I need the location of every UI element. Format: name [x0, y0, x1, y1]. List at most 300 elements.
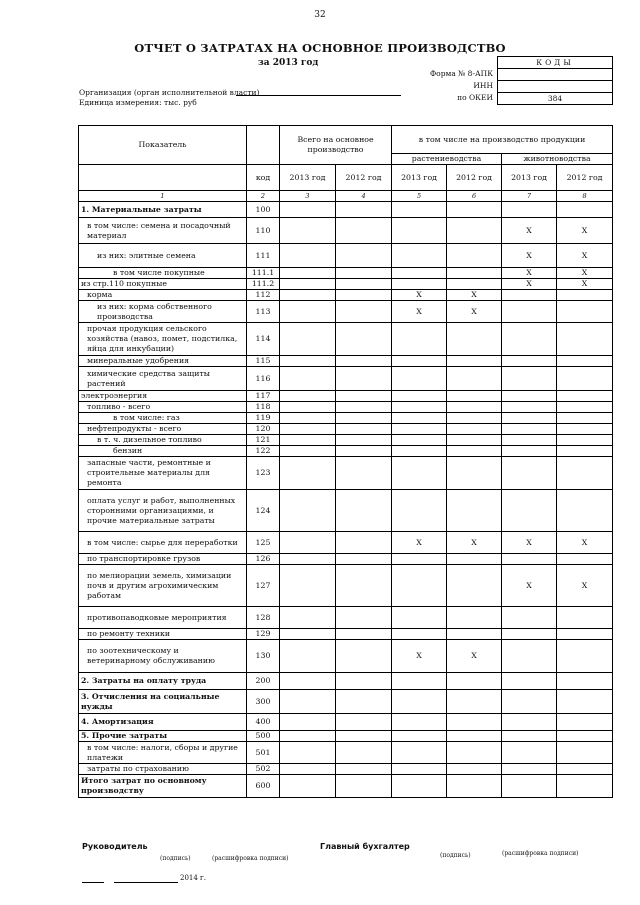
row-code: 400 — [247, 714, 280, 731]
value-cell — [280, 268, 336, 279]
row-label: Итого затрат по основному производству — [79, 775, 247, 798]
value-cell — [557, 742, 613, 764]
value-cell — [557, 764, 613, 775]
value-cell — [557, 367, 613, 391]
value-cell — [280, 323, 336, 356]
value-cell — [392, 402, 447, 413]
value-cell — [392, 391, 447, 402]
value-cell — [336, 731, 392, 742]
value-cell — [280, 356, 336, 367]
table-row — [79, 446, 613, 457]
row-code: 120 — [247, 424, 280, 435]
value-cell — [502, 742, 557, 764]
value-cell — [557, 554, 613, 565]
value-cell — [557, 607, 613, 629]
value-cell — [447, 268, 502, 279]
header-year: 2012 год — [336, 165, 392, 191]
table-row — [79, 323, 613, 356]
row-code: 112 — [247, 290, 280, 301]
value-cell: X — [392, 301, 447, 323]
value-cell: X — [557, 244, 613, 268]
value-cell — [336, 490, 392, 532]
table-row — [79, 775, 613, 798]
value-cell — [280, 673, 336, 690]
table-row — [79, 301, 613, 323]
value-cell — [280, 640, 336, 673]
value-cell — [336, 413, 392, 424]
value-cell — [447, 775, 502, 798]
row-code: 126 — [247, 554, 280, 565]
table-row — [79, 629, 613, 640]
value-cell: X — [502, 279, 557, 290]
value-cell — [392, 742, 447, 764]
form-code-cell — [498, 69, 612, 81]
value-cell — [447, 424, 502, 435]
value-cell — [557, 629, 613, 640]
table-row — [79, 690, 613, 714]
okei-label: по ОКЕИ — [457, 93, 493, 102]
head-label: Руководитель — [82, 842, 148, 851]
row-label: 3. Отчисления на социальные нужды — [79, 690, 247, 714]
value-cell — [392, 356, 447, 367]
header-code: код — [247, 165, 280, 191]
value-cell — [557, 391, 613, 402]
row-label: по зоотехническому и ветеринарному обслуживанию — [79, 640, 247, 673]
row-label: в том числе: налоги, сборы и другие платежи — [79, 742, 247, 764]
value-cell — [336, 714, 392, 731]
value-cell — [280, 554, 336, 565]
row-label: из стр.110 покупные — [79, 279, 247, 290]
okei-cell: 384 — [547, 94, 563, 103]
value-cell — [336, 367, 392, 391]
date-month-line — [114, 882, 178, 883]
value-cell — [502, 690, 557, 714]
row-code: 116 — [247, 367, 280, 391]
table-row — [79, 244, 613, 268]
value-cell — [336, 268, 392, 279]
value-cell — [392, 446, 447, 457]
value-cell — [336, 764, 392, 775]
value-cell — [392, 690, 447, 714]
col-number: 1 — [79, 191, 247, 202]
value-cell — [557, 457, 613, 490]
value-cell — [502, 775, 557, 798]
table-row — [79, 490, 613, 532]
value-cell — [557, 673, 613, 690]
col-number: 7 — [502, 191, 557, 202]
col-number: 4 — [336, 191, 392, 202]
cost-table — [78, 125, 613, 798]
header-year: 2013 год — [280, 165, 336, 191]
row-code: 111 — [247, 244, 280, 268]
row-label: по ремонту техники — [79, 629, 247, 640]
row-code: 128 — [247, 607, 280, 629]
value-cell — [392, 279, 447, 290]
row-code: 121 — [247, 435, 280, 446]
row-label: в том числе покупные — [79, 268, 247, 279]
row-label: в т. ч. дизельное топливо — [79, 435, 247, 446]
table-row — [79, 532, 613, 554]
value-cell — [502, 367, 557, 391]
value-cell — [502, 424, 557, 435]
value-cell — [557, 690, 613, 714]
value-cell — [557, 775, 613, 798]
value-cell — [280, 218, 336, 244]
value-cell — [447, 356, 502, 367]
value-cell — [392, 731, 447, 742]
value-cell — [392, 435, 447, 446]
value-cell — [280, 279, 336, 290]
value-cell — [502, 301, 557, 323]
value-cell — [336, 673, 392, 690]
row-label: в том числе: семена и посадочный материал — [79, 218, 247, 244]
value-cell — [336, 323, 392, 356]
value-cell: X — [447, 640, 502, 673]
value-cell — [392, 714, 447, 731]
value-cell — [336, 607, 392, 629]
table-row — [79, 202, 613, 218]
value-cell — [557, 731, 613, 742]
value-cell: X — [502, 268, 557, 279]
value-cell — [502, 356, 557, 367]
value-cell — [502, 764, 557, 775]
header-crop: растениеводства — [392, 154, 502, 165]
value-cell — [280, 731, 336, 742]
row-code: 130 — [247, 640, 280, 673]
table-row — [79, 424, 613, 435]
value-cell — [502, 446, 557, 457]
value-cell — [280, 446, 336, 457]
inn-label: ИНН — [473, 81, 493, 90]
value-cell: X — [447, 290, 502, 301]
value-cell — [280, 457, 336, 490]
value-cell — [557, 323, 613, 356]
table-row — [79, 413, 613, 424]
value-cell — [447, 202, 502, 218]
header-total: Всего на основное производство — [280, 126, 392, 165]
value-cell — [502, 323, 557, 356]
value-cell: X — [392, 640, 447, 673]
row-code: 115 — [247, 356, 280, 367]
row-label: в том числе: сырье для переработки — [79, 532, 247, 554]
value-cell: X — [557, 218, 613, 244]
row-code: 111.2 — [247, 279, 280, 290]
value-cell — [557, 490, 613, 532]
row-label: из них: элитные семена — [79, 244, 247, 268]
table-row — [79, 640, 613, 673]
value-cell — [557, 402, 613, 413]
signature-caption: (подпись) — [440, 852, 471, 859]
row-label: по мелиорации земель, химизации почв и другим агрохимическим работам — [79, 565, 247, 607]
value-cell: X — [557, 532, 613, 554]
value-cell — [447, 391, 502, 402]
value-cell — [280, 742, 336, 764]
inn-cell — [498, 81, 612, 93]
value-cell — [557, 446, 613, 457]
row-label: топливо - всего — [79, 402, 247, 413]
row-label: оплата услуг и работ, выполненных сторонними организациями, и прочие материальные затраты — [79, 490, 247, 532]
value-cell — [336, 446, 392, 457]
row-code: 100 — [247, 202, 280, 218]
row-code: 200 — [247, 673, 280, 690]
value-cell: X — [502, 218, 557, 244]
date-year: 2014 г. — [180, 874, 206, 882]
header-indicator: Показатель — [79, 126, 247, 165]
header-year: 2012 год — [447, 165, 502, 191]
value-cell — [392, 673, 447, 690]
value-cell — [447, 446, 502, 457]
table-row — [79, 290, 613, 301]
value-cell — [447, 218, 502, 244]
value-cell — [336, 301, 392, 323]
table-row — [79, 731, 613, 742]
report-title: ОТЧЕТ О ЗАТРАТАХ НА ОСНОВНОЕ ПРОИЗВОДСТВО — [134, 41, 506, 55]
value-cell — [280, 532, 336, 554]
value-cell — [557, 290, 613, 301]
date-day-line — [82, 882, 104, 883]
value-cell — [447, 731, 502, 742]
col-number: 2 — [247, 191, 280, 202]
value-cell — [447, 629, 502, 640]
organization-label: Организация (орган исполнительной власти) — [79, 88, 260, 97]
row-code: 501 — [247, 742, 280, 764]
value-cell — [502, 290, 557, 301]
row-label: запасные части, ремонтные и строительные материалы для ремонта — [79, 457, 247, 490]
value-cell — [447, 565, 502, 607]
row-label: бензин — [79, 446, 247, 457]
value-cell — [502, 640, 557, 673]
value-cell — [336, 565, 392, 607]
row-code: 111.1 — [247, 268, 280, 279]
value-cell — [557, 714, 613, 731]
row-code: 122 — [247, 446, 280, 457]
value-cell — [392, 775, 447, 798]
col-number: 8 — [557, 191, 613, 202]
value-cell — [336, 532, 392, 554]
value-cell — [280, 629, 336, 640]
value-cell — [502, 554, 557, 565]
signature-caption: (подпись) — [160, 855, 191, 862]
row-label: 5. Прочие затраты — [79, 731, 247, 742]
value-cell — [447, 673, 502, 690]
row-label: затраты по страхованию — [79, 764, 247, 775]
value-cell — [502, 607, 557, 629]
row-label: минеральные удобрения — [79, 356, 247, 367]
decoding-caption: (расшифровка подписи) — [212, 855, 289, 862]
row-label: 4. Амортизация — [79, 714, 247, 731]
codes-box — [497, 56, 613, 105]
value-cell — [557, 413, 613, 424]
row-label: 1. Материальные затраты — [79, 202, 247, 218]
row-code: 119 — [247, 413, 280, 424]
value-cell — [336, 775, 392, 798]
value-cell — [447, 714, 502, 731]
col-number: 6 — [447, 191, 502, 202]
row-label: из них: корма собственного производства — [79, 301, 247, 323]
row-code: 500 — [247, 731, 280, 742]
value-cell — [280, 714, 336, 731]
value-cell — [502, 673, 557, 690]
value-cell — [392, 554, 447, 565]
codes-header: КОДЫ — [498, 57, 612, 69]
value-cell — [280, 775, 336, 798]
value-cell — [280, 690, 336, 714]
row-label: противопаводковые мероприятия — [79, 607, 247, 629]
row-label: прочая продукция сельского хозяйства (навоз, помет, подстилка, яйца для инкубации) — [79, 323, 247, 356]
value-cell — [392, 629, 447, 640]
form-label: Форма № 8-АПК — [429, 69, 493, 78]
value-cell — [336, 640, 392, 673]
value-cell — [392, 244, 447, 268]
row-label: по транспортировке грузов — [79, 554, 247, 565]
table-row — [79, 554, 613, 565]
chief-accountant-label: Главный бухгалтер — [320, 842, 410, 851]
value-cell — [447, 554, 502, 565]
value-cell — [280, 202, 336, 218]
header-incl: в том числе на производство продукции — [392, 126, 613, 154]
value-cell — [502, 413, 557, 424]
row-label: 2. Затраты на оплату труда — [79, 673, 247, 690]
value-cell — [336, 457, 392, 490]
value-cell — [447, 690, 502, 714]
value-cell — [280, 490, 336, 532]
value-cell — [280, 290, 336, 301]
value-cell — [280, 764, 336, 775]
row-label: нефтепродукты - всего — [79, 424, 247, 435]
value-cell — [447, 279, 502, 290]
value-cell — [502, 391, 557, 402]
value-cell — [392, 202, 447, 218]
row-code: 117 — [247, 391, 280, 402]
value-cell — [502, 435, 557, 446]
value-cell: X — [447, 532, 502, 554]
row-code: 118 — [247, 402, 280, 413]
value-cell — [502, 402, 557, 413]
value-cell — [280, 402, 336, 413]
value-cell — [280, 301, 336, 323]
value-cell — [557, 356, 613, 367]
table-row — [79, 435, 613, 446]
row-label: корма — [79, 290, 247, 301]
value-cell — [447, 323, 502, 356]
value-cell — [280, 367, 336, 391]
value-cell — [502, 457, 557, 490]
value-cell — [392, 565, 447, 607]
row-label: в том числе: газ — [79, 413, 247, 424]
value-cell — [336, 402, 392, 413]
value-cell — [280, 424, 336, 435]
value-cell — [392, 424, 447, 435]
value-cell — [280, 435, 336, 446]
row-code: 600 — [247, 775, 280, 798]
value-cell — [557, 435, 613, 446]
value-cell — [557, 424, 613, 435]
value-cell — [336, 435, 392, 446]
row-code: 113 — [247, 301, 280, 323]
value-cell — [336, 690, 392, 714]
value-cell — [447, 402, 502, 413]
value-cell — [392, 413, 447, 424]
table-row — [79, 607, 613, 629]
value-cell — [447, 435, 502, 446]
value-cell — [280, 607, 336, 629]
row-code: 300 — [247, 690, 280, 714]
table-row — [79, 268, 613, 279]
table-row — [79, 367, 613, 391]
value-cell — [336, 554, 392, 565]
value-cell — [502, 202, 557, 218]
value-cell — [336, 356, 392, 367]
value-cell — [392, 490, 447, 532]
table-row — [79, 742, 613, 764]
row-label: электроэнергия — [79, 391, 247, 402]
row-code: 129 — [247, 629, 280, 640]
table-row — [79, 402, 613, 413]
table-row — [79, 218, 613, 244]
col-number: 3 — [280, 191, 336, 202]
value-cell — [336, 290, 392, 301]
row-code: 125 — [247, 532, 280, 554]
row-label: химические средства защиты растений — [79, 367, 247, 391]
table-row — [79, 279, 613, 290]
value-cell: X — [557, 279, 613, 290]
organization-line — [236, 95, 401, 96]
value-cell — [336, 424, 392, 435]
value-cell — [336, 742, 392, 764]
col-number: 5 — [392, 191, 447, 202]
value-cell: X — [502, 244, 557, 268]
value-cell — [502, 490, 557, 532]
page-number: 32 — [314, 10, 326, 20]
value-cell — [392, 457, 447, 490]
decoding-caption: (расшифровка подписи) — [502, 850, 579, 857]
value-cell — [392, 268, 447, 279]
value-cell — [392, 367, 447, 391]
value-cell: X — [392, 290, 447, 301]
value-cell — [557, 640, 613, 673]
header-live: животноводства — [502, 154, 613, 165]
row-code: 124 — [247, 490, 280, 532]
table-row — [79, 565, 613, 607]
value-cell — [336, 244, 392, 268]
row-code: 110 — [247, 218, 280, 244]
unit-label: Единица измерения: тыс. руб — [79, 98, 197, 107]
value-cell — [447, 764, 502, 775]
value-cell — [502, 629, 557, 640]
header-year: 2013 год — [502, 165, 557, 191]
row-code: 123 — [247, 457, 280, 490]
value-cell — [502, 731, 557, 742]
value-cell — [447, 607, 502, 629]
value-cell — [392, 218, 447, 244]
value-cell — [336, 202, 392, 218]
value-cell — [336, 629, 392, 640]
table-row — [79, 714, 613, 731]
table-row — [79, 356, 613, 367]
value-cell — [336, 279, 392, 290]
value-cell: X — [557, 268, 613, 279]
value-cell — [447, 457, 502, 490]
value-cell — [557, 301, 613, 323]
value-cell — [392, 323, 447, 356]
value-cell: X — [447, 301, 502, 323]
value-cell — [447, 367, 502, 391]
table-row — [79, 764, 613, 775]
value-cell — [447, 413, 502, 424]
value-cell — [336, 391, 392, 402]
value-cell: X — [392, 532, 447, 554]
value-cell — [447, 742, 502, 764]
